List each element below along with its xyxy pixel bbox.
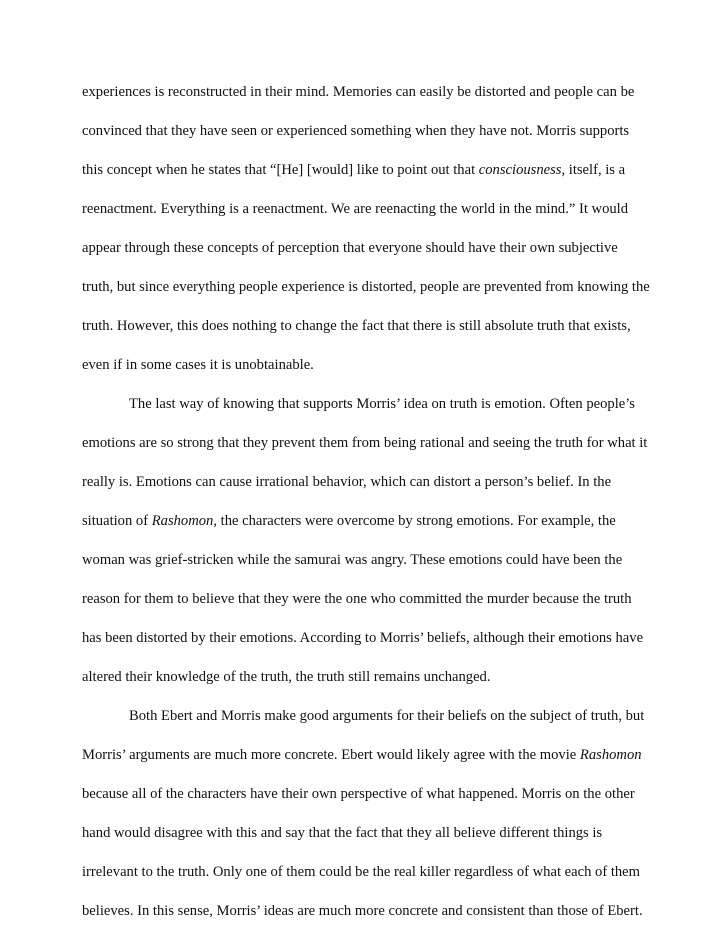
- text-line: [82, 551, 622, 569]
- text: Morris’ arguments are much more concrete. Ebert would likely agree with the movie: [82, 747, 580, 763]
- text: has been distorted by their emotions. According to Morris’ beliefs, although their emotions have: [82, 630, 644, 646]
- text: believes. In this sense, Morris’ ideas are much more concrete and consistent than those of Ebert.: [82, 903, 643, 919]
- text-line: [82, 278, 650, 296]
- text: emotions are so strong that they prevent them from being rational and seeing the truth for what it: [82, 435, 648, 451]
- text: even if in some cases it is unobtainable.: [82, 357, 314, 373]
- text-line: [82, 902, 643, 920]
- text-line: [82, 434, 647, 452]
- text: this concept when he states that “[He] [would] like to point out that: [82, 162, 479, 178]
- text-line: [82, 629, 643, 647]
- text: reason for them to believe that they were the one who committed the murder because the truth: [82, 591, 632, 607]
- text-line: [82, 122, 629, 140]
- text: The last way of knowing that supports Morris’ idea on truth is emotion. Often people’s: [129, 396, 635, 412]
- text-line: [129, 707, 644, 725]
- text: woman was grief-stricken while the samurai was angry. These emotions could have been the: [82, 552, 623, 568]
- text-line: [82, 83, 634, 101]
- text: itself, is a: [565, 162, 626, 178]
- text-line: [82, 239, 618, 257]
- italic-text: Rashomon: [151, 513, 214, 529]
- text: really is. Emotions can cause irrational behavior, which can distort a person’s belief. In the: [82, 474, 612, 490]
- text-line: [82, 473, 611, 491]
- text: appear through these concepts of perception that everyone should have their own subjective: [82, 240, 618, 256]
- text: altered their knowledge of the truth, the truth still remains unchanged.: [82, 669, 491, 685]
- text-line: [82, 317, 631, 335]
- italic-text: Rashomon: [579, 747, 642, 763]
- text: truth, but since everything people experience is distorted, people are prevented from knowing the: [82, 279, 650, 295]
- text-line: [129, 395, 635, 413]
- text: truth. However, this does nothing to change the fact that there is still absolute truth that exists,: [82, 318, 631, 334]
- text-line: [82, 863, 640, 881]
- text-line: [82, 785, 635, 803]
- text-line: [82, 668, 491, 686]
- text: because all of the characters have their own perspective of what happened. Morris on the other: [82, 786, 635, 802]
- text-line: [82, 824, 602, 842]
- text-line: [82, 356, 314, 374]
- text-line: [82, 161, 625, 179]
- text: Both Ebert and Morris make good arguments for their beliefs on the subject of truth, but: [129, 708, 645, 724]
- text-line: [82, 746, 642, 764]
- text: , the characters were overcome by strong emotions. For example, the: [213, 513, 616, 529]
- text-line: [82, 200, 628, 218]
- text: experiences is reconstructed in their mind. Memories can easily be distorted and people can be: [82, 84, 635, 100]
- text: irrelevant to the truth. Only one of them could be the real killer regardless of what each of them: [82, 864, 641, 880]
- text: reenactment. Everything is a reenactment. We are reenacting the world in the mind.” It would: [82, 201, 629, 217]
- text-line: [82, 512, 616, 530]
- text: convinced that they have seen or experienced something when they have not. Morris supports: [82, 123, 630, 139]
- italic-text: consciousness,: [478, 162, 566, 178]
- text: hand would disagree with this and say that the fact that they all believe different things is: [82, 825, 603, 841]
- text-line: [82, 590, 632, 608]
- text: situation of: [82, 513, 152, 529]
